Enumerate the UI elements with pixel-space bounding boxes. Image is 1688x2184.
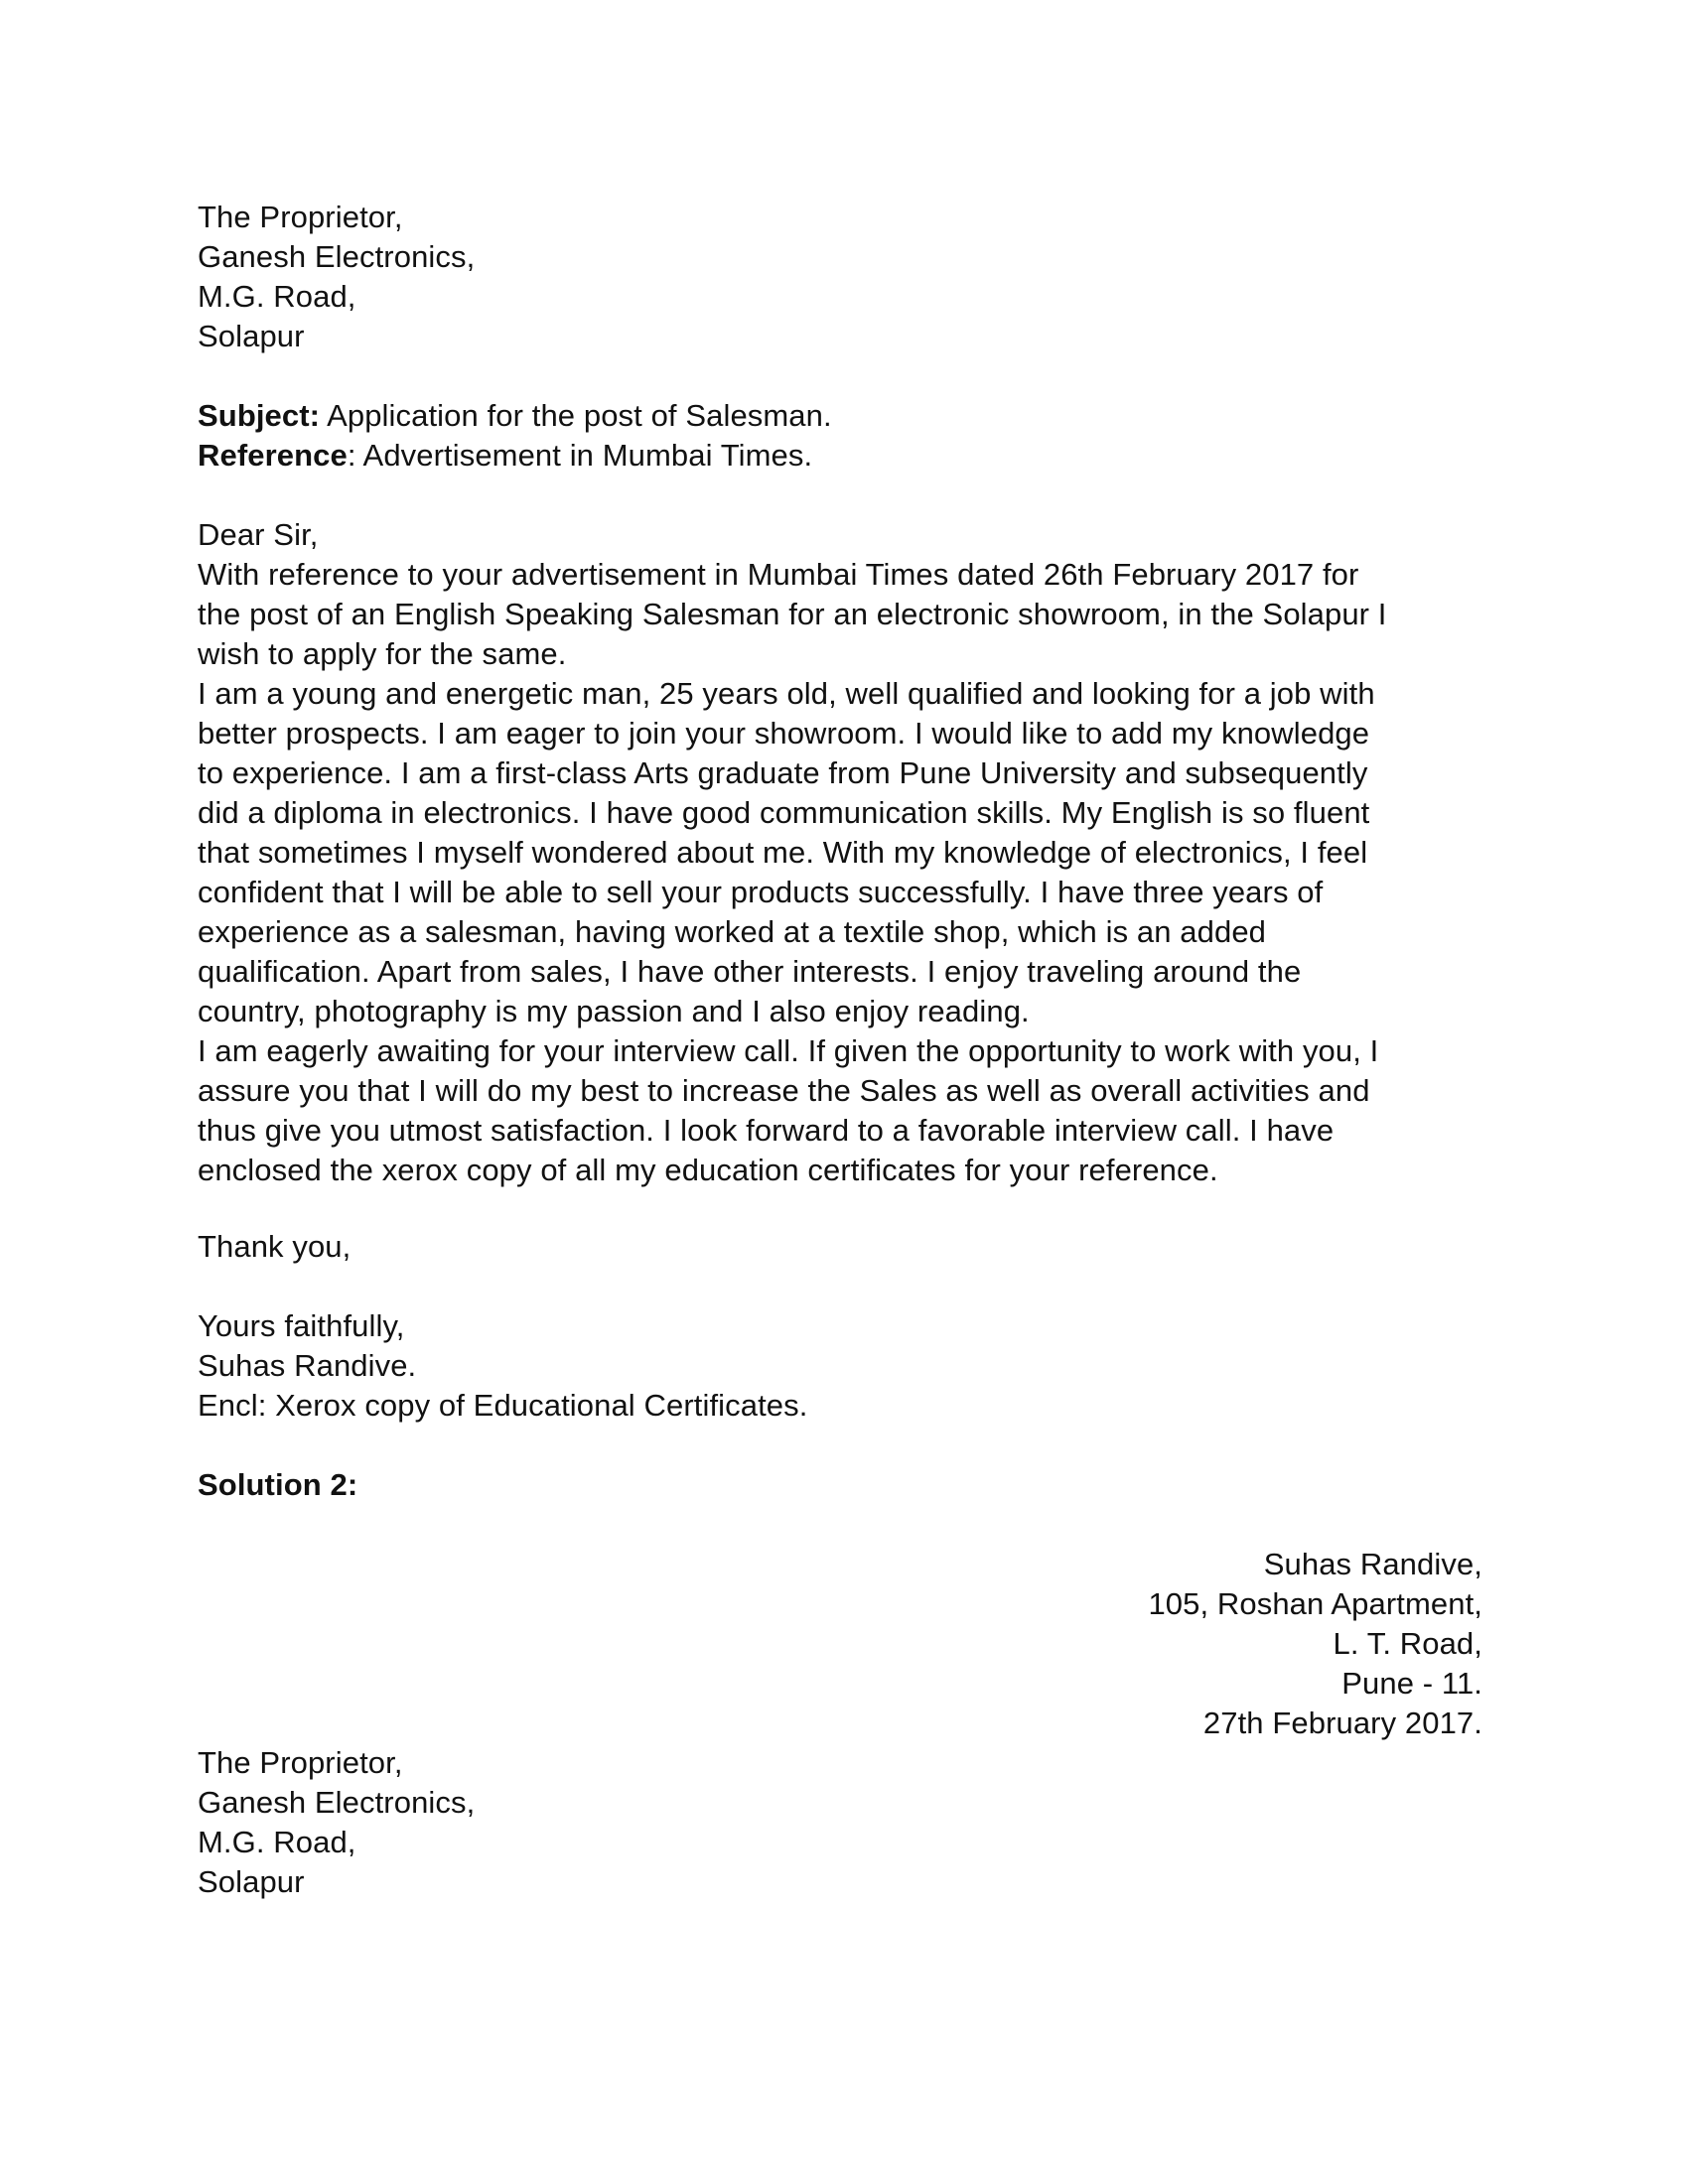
- body-line: experience as a salesman, having worked at a textile shop, which is an added: [198, 914, 1267, 949]
- recipient-line: The Proprietor,: [198, 200, 403, 234]
- body-line: the post of an English Speaking Salesman for an electronic showroom, in the Solapur I: [198, 597, 1387, 631]
- reference-line: [198, 436, 1488, 476]
- body-line: to experience. I am a first-class Arts graduate from Pune University and subsequently: [198, 755, 1368, 790]
- body-line: qualification. Apart from sales, I have other interests. I enjoy traveling around the: [198, 954, 1302, 989]
- body-line: confident that I will be able to sell your products successfully. I have three years of: [198, 875, 1324, 909]
- solution-heading: Solution 2:: [198, 1467, 358, 1502]
- body-line: assure you that I will do my best to increase the Sales as well as overall activities and: [198, 1073, 1370, 1108]
- reference-label: Reference: [198, 438, 348, 473]
- letter-date: 27th February 2017.: [1202, 1706, 1482, 1740]
- thanks-block: [198, 1227, 1488, 1267]
- solution-heading-block: [198, 1465, 1488, 1505]
- closing-line: Yours faithfully,: [198, 1308, 405, 1343]
- recipient-line: Solapur: [198, 319, 305, 353]
- recipient-line: M.G. Road,: [198, 279, 356, 314]
- enclosure-line: Encl: Xerox copy of Educational Certificates.: [198, 1388, 808, 1423]
- signature-name: Suhas Randive.: [198, 1348, 417, 1383]
- body-line: thus give you utmost satisfaction. I look forward to a favorable interview call. I have: [198, 1113, 1335, 1148]
- sender-line: 105, Roshan Apartment,: [1148, 1586, 1482, 1621]
- subject-text: Application for the post of Salesman.: [320, 398, 832, 433]
- recipient-address-2: [198, 1743, 1488, 1902]
- subject-line: [198, 396, 1488, 436]
- body-line: With reference to your advertisement in Mumbai Times dated 26th February 2017 for: [198, 557, 1359, 592]
- sender-line: Pune - 11.: [1341, 1666, 1482, 1701]
- recipient-line: M.G. Road,: [198, 1825, 356, 1859]
- thanks-line: Thank you,: [198, 1229, 352, 1264]
- subject-label: Subject:: [198, 398, 321, 433]
- sender-line: L. T. Road,: [1333, 1626, 1482, 1661]
- closing-block: [198, 1306, 1488, 1426]
- recipient-line: Solapur: [198, 1864, 305, 1899]
- recipient-line: Ganesh Electronics,: [198, 239, 476, 274]
- sender-line: Suhas Randive,: [1263, 1547, 1482, 1581]
- body-line: better prospects. I am eager to join your showroom. I would like to add my knowledge: [198, 716, 1370, 751]
- body-line: wish to apply for the same.: [198, 636, 567, 671]
- body-line: did a diploma in electronics. I have good communication skills. My English is so fluent: [198, 795, 1370, 830]
- salutation: Dear Sir,: [198, 517, 319, 552]
- sender-address: [688, 1545, 1482, 1743]
- body-line: country, photography is my passion and I also enjoy reading.: [198, 994, 1030, 1028]
- letter-body: [198, 515, 1488, 1190]
- body-line: enclosed the xerox copy of all my education certificates for your reference.: [198, 1153, 1218, 1187]
- recipient-line: Ganesh Electronics,: [198, 1785, 476, 1820]
- recipient-line: The Proprietor,: [198, 1745, 403, 1780]
- subject-reference-block: [198, 396, 1488, 476]
- reference-text: : Advertisement in Mumbai Times.: [347, 438, 813, 473]
- recipient-address-1: [198, 198, 1488, 356]
- body-line: that sometimes I myself wondered about me. With my knowledge of electronics, I feel: [198, 835, 1368, 870]
- body-line: I am eagerly awaiting for your interview call. If given the opportunity to work with you, I: [198, 1033, 1379, 1068]
- body-line: I am a young and energetic man, 25 years old, well qualified and looking for a job with: [198, 676, 1375, 711]
